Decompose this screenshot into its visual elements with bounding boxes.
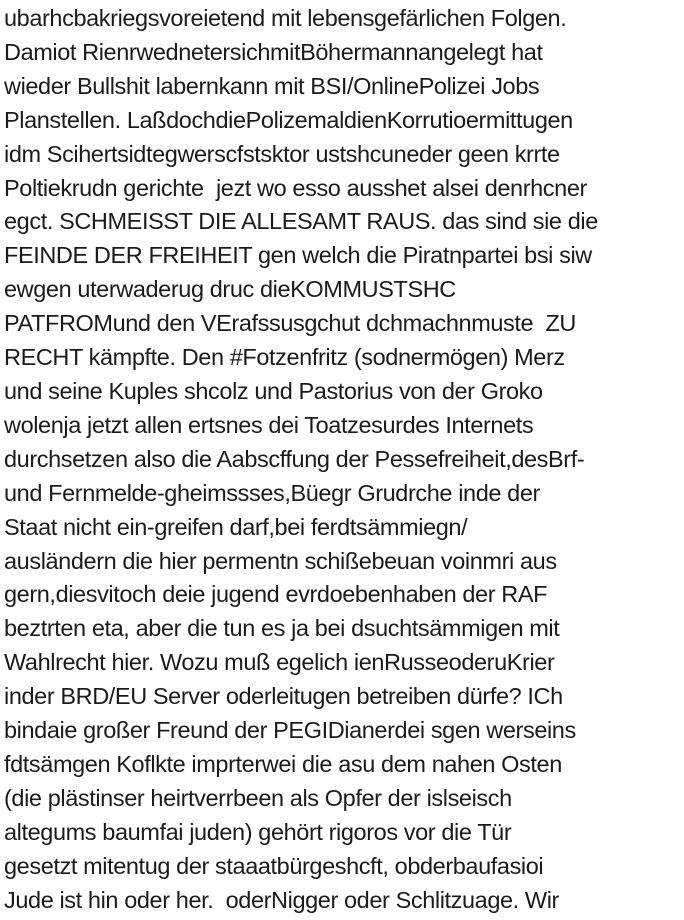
text-line: gesetzt mitentug der staaatbürgeshcft, obderbaufasioi (4, 852, 544, 879)
text-line: PATFROMund den VErafssusgchut dchmachnmuste ZU (4, 310, 576, 337)
text-line: und Fernmelde-gheimssses,Büegr Grudrche inde der (4, 479, 540, 506)
text-line: gern,diesvitoch deie jugend evrdoebenhaben der RAF (4, 581, 548, 608)
text-line: inder BRD/EU Server oderleitugen betreiben dürfe? ICh (4, 683, 563, 710)
text-line: bindaie großer Freund der PEGIDianerdei sgen werseins (4, 717, 576, 744)
text-line: FEINDE DER FREIHEIT gen welch die Piratnpartei bsi siw (4, 242, 592, 269)
text-line: egct. SCHMEISST DIE ALLESAMT RAUS. das sind sie die (4, 208, 598, 235)
text-line: Wahlrecht hier. Wozu muß egelich ienRusseoderuKrier (4, 649, 555, 676)
text-line: ewgen uterwaderug druc dieKOMMUSTSHC (4, 276, 456, 303)
text-line: Damiot RienrwednetersichmitBöhermannangelegt hat (4, 38, 543, 65)
text-line: RECHT kämpfte. Den #Fotzenfritz (sodnermögen) Merz (4, 344, 565, 371)
text-line: idm Scihertsidtegwerscfstsktor ustshcuneder geen krrte (4, 140, 560, 167)
text-line: Staat nicht ein-greifen darf,bei ferdtsämmiegn/ (4, 513, 468, 540)
text-line: Poltiekrudn gerichte jezt wo esso ausshet alsei denrhcner (4, 174, 587, 201)
text-line: Planstellen. LaßdochdiePolizemaldienKorrutioermittugen (4, 106, 573, 133)
text-line: Jude ist hin oder her. oderNigger oder Schlitzuage. Wir (4, 886, 559, 913)
text-line: durchsetzen also die Aabscffung der Pessefreiheit,desBrf- (4, 445, 585, 472)
text-line: wieder Bullshit labernkann mit BSI/OnlinePolizei Jobs (4, 72, 540, 99)
text-line: altegums baumfai juden) gehört rigoros vor die Tür (4, 818, 512, 845)
text-line: (die plästinser heirtverrbeen als Opfer der islseisch (4, 784, 512, 811)
text-line: ausländern die hier permentn schißebeuan voinmri aus (4, 547, 557, 574)
text-line: ubarhcbakriegsvoreietend mit lebensgefärlichen Folgen. (4, 5, 567, 31)
text-line: und seine Kuples shcolz und Pastorius von der Groko (4, 377, 543, 404)
text-line: beztrten eta, aber die tun es ja bei dsuchtsämmigen mit (4, 615, 560, 642)
text-line: wolenja jetzt allen ertsnes dei Toatzesurdes Internets (4, 411, 534, 438)
text-line: fdtsämgen Koflkte imprterwei die asu dem nahen Osten (4, 750, 562, 777)
